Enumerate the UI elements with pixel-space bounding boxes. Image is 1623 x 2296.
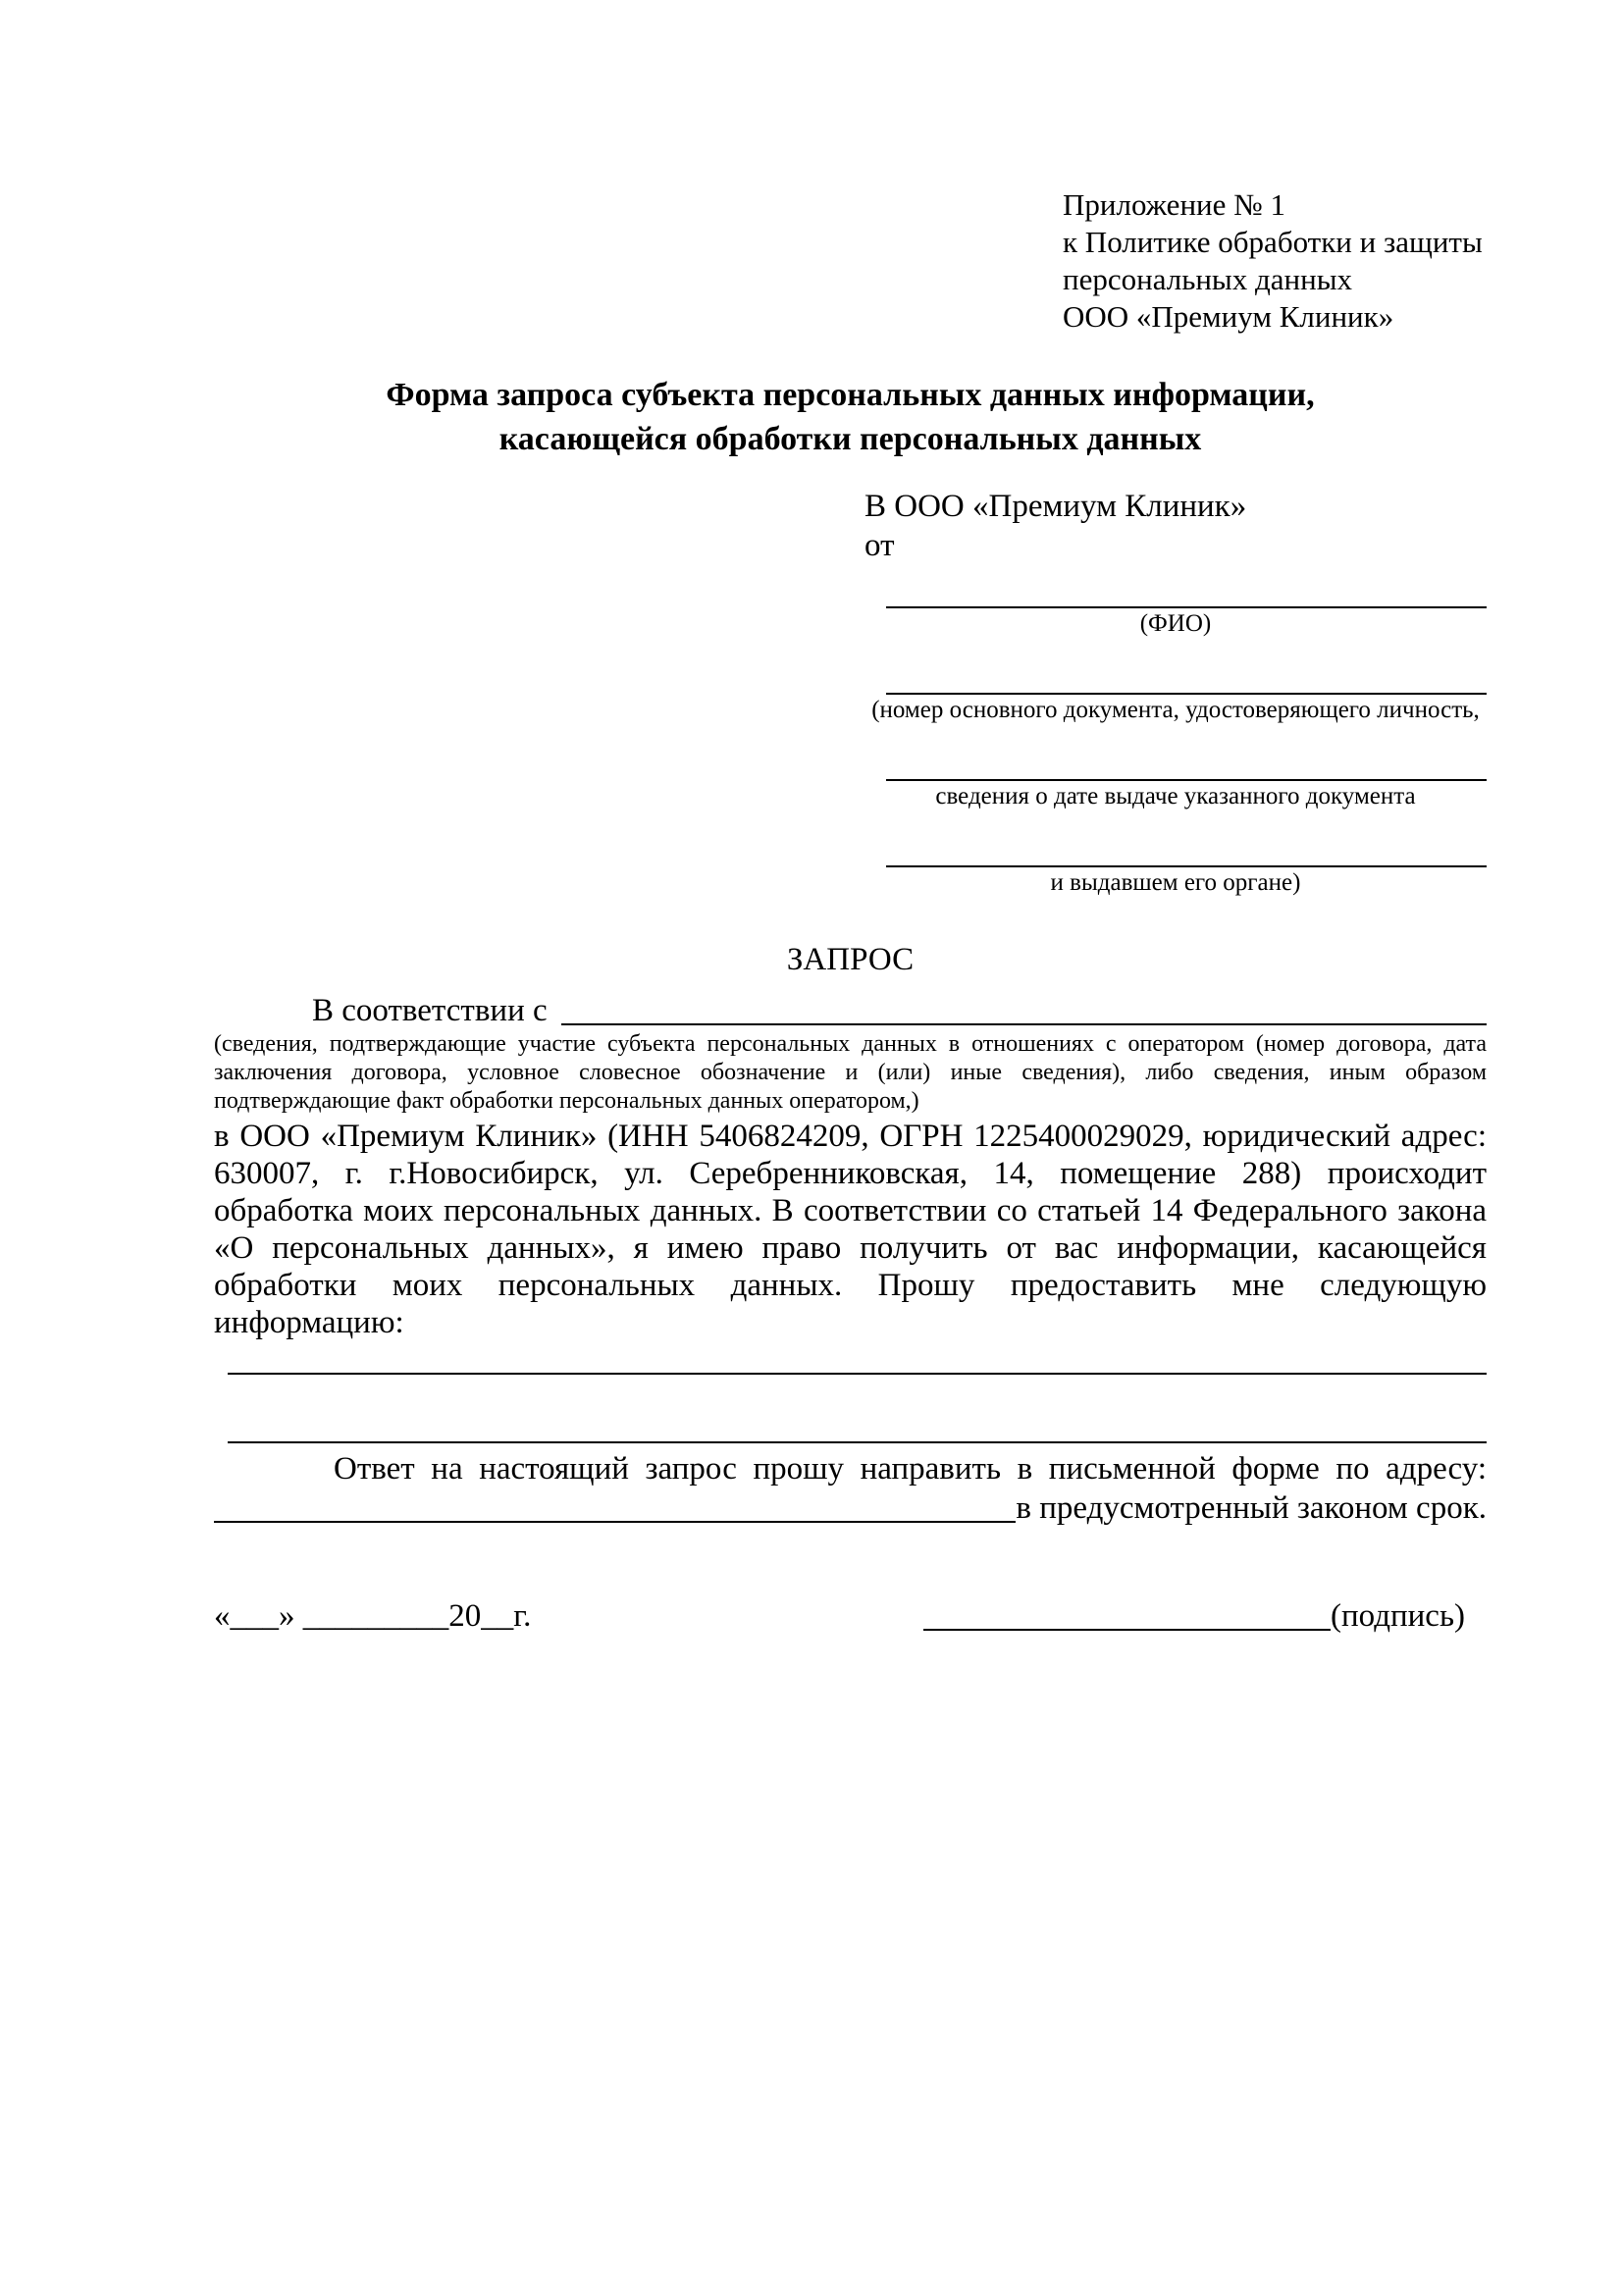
information-blank-line-2 [228,1441,1487,1443]
addressee-from-label: от [864,528,895,563]
document-title-line2: касающейся обработки персональных данных [498,421,1202,457]
issuing-authority-caption: и выдавшем его органе) [1050,869,1301,896]
document-number-caption: (номер основного документа, удостоверяющего личность, [871,697,1480,723]
document-title-line1: Форма запроса субъекта персональных данных информации, [386,377,1315,413]
request-heading: ЗАПРОС [786,942,915,977]
issue-date-field [864,750,1487,810]
document-title [214,373,1487,461]
signature-group [923,1596,1465,1636]
request-body: в ООО «Премиум Клиник» (ИНН 5406824209, ОГРН 1225400029029, юридический адрес: 630007, г. г.Новосибирск, ул. Серебренниковская, 14, помещение 288) происходит обработка моих персональных данных. В соответствии со статьей 14 Федерального закона «О персональных данных», я имею право получить от вас информации, касающейся обработки моих персональных данных. Прошу предоставить мне следующую информацию: [214,1119,1487,1340]
fine-print: (сведения, подтверждающие участие субъекта персональных данных в отношениях с оператором (номер договора, дата заключения договора, условное словесное обозначение и (или) иные сведения), либо сведения, иным образом подтверждающие факт обработки персональных данных оператором,) [214,1031,1487,1114]
appendix-header-line: ООО «Премиум Клиник» [1063,299,1394,334]
appendix-header-line: Приложение № 1 [1063,187,1285,222]
reply-address-row [214,1488,1487,1528]
fio-caption: (ФИО) [1139,610,1212,637]
issue-date-caption: сведения о дате выдаче указанного документа [935,783,1416,809]
lead-text: В соответствии с [312,993,548,1028]
document-number-field [864,663,1487,724]
issuing-authority-field [864,836,1487,897]
fio-field [864,577,1487,638]
issue-date-blank-line [886,750,1487,781]
document-number-blank-line [886,663,1487,695]
addressee-to: В ООО «Премиум Клиник» [864,489,1247,524]
date-blank: «___» _________20__г. [214,1598,532,1634]
appendix-header-line: к Политике обработки и защиты [1063,225,1483,259]
information-blank-line-1 [228,1373,1487,1375]
appendix-header-line: персональных данных [1063,262,1353,296]
signature-caption: (подпись) [1331,1598,1465,1634]
issuing-authority-blank-line [886,836,1487,867]
signature-blank-line [923,1629,1331,1631]
reply-term-text: в предусмотренный законом срок. [1016,1490,1487,1526]
fio-blank-line [886,577,1487,608]
date-signature-row [214,1596,1487,1636]
addressee-block [864,487,1487,897]
document-content [214,0,1487,1636]
reply-address-text: Ответ на настоящий запрос прошу направить в письменной форме по адресу: [334,1451,1487,1487]
lead-row [214,991,1487,1030]
lead-blank-line [561,1023,1487,1025]
reply-address-blank-line [214,1521,1016,1523]
